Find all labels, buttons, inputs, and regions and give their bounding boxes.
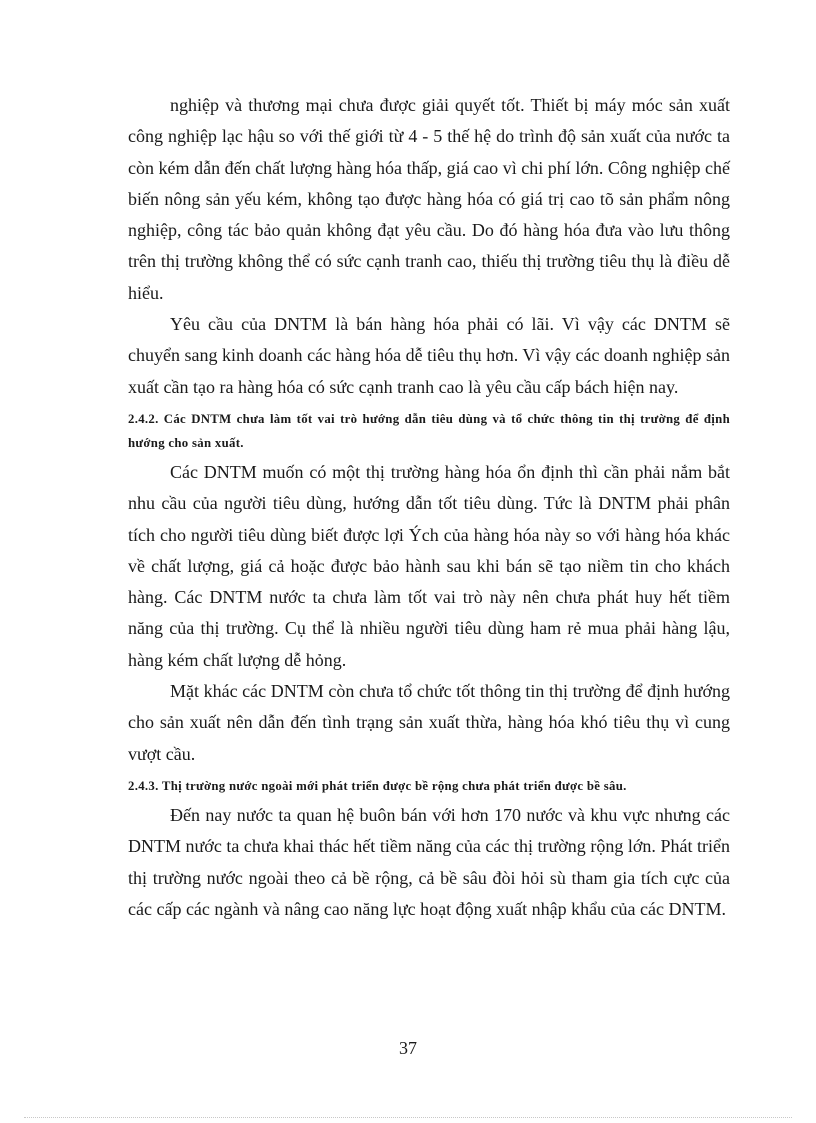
paragraph-dntm-profit: Yêu cầu của DNTM là bán hàng hóa phải có lãi. Vì vậy các DNTM sẽ chuyển sang kinh doanh các hàng hóa dễ tiêu thụ hơn. Vì vậy các doanh nghiệp sản xuất cần tạo ra hàng hóa có sức cạnh tranh cao là yêu cầu cấp bách hiện nay. [128,314,730,397]
document-page [128,90,730,925]
page-divider [24,1117,792,1118]
page-number: 37 [399,1038,417,1058]
paragraph-industry-continuation: nghiệp và thương mại chưa được giải quyết tốt. Thiết bị máy móc sản xuất công nghiệp lạc hậu so với thế giới từ 4 - 5 thế hệ do trình độ sản xuất của nước ta còn kém dẫn đến chất lượng hàng hóa thấp, giá cao vì chi phí lớn. Công nghiệp chế biến nông sản yếu kém, không tạo được hàng hóa có giá trị cao tõ sản phẩm nông nghiệp, công tác bảo quản không đạt yêu cầu. Do đó hàng hóa đưa vào lưu thông trên thị trường không thể có sức cạnh tranh cao, thiếu thị trường tiêu thụ là điều dễ hiểu. [128,95,730,303]
paragraph-consumer-guidance: Các DNTM muốn có một thị trường hàng hóa ổn định thì cần phải nắm bắt nhu cầu của người tiêu dùng, hướng dẫn tốt tiêu dùng. Tức là DNTM phải phân tích cho người tiêu dùng biết được lợi Ých của hàng hóa này so với hàng hóa khác về chất lượng, giá cả hoặc được bảo hành sau khi bán sẽ tạo niềm tin cho khách hàng. Các DNTM nước ta chưa làm tốt vai trò này nên chưa phát huy hết tiềm năng của thị trường. Cụ thể là nhiều người tiêu dùng ham rẻ mua phải hàng lậu, hàng kém chất lượng dễ hỏng. [128,461,730,670]
section-heading-2-4-3: 2.4.3. Thị trường nước ngoài mới phát triển được bề rộng chưa phát triển được bề sâu. [128,778,627,793]
section-heading-2-4-2: 2.4.2. Các DNTM chưa làm tốt vai trò hướng dẫn tiêu dùng và tổ chức thông tin thị trường để định hướng cho sản xuất. [128,411,730,450]
paragraph-foreign-markets: Đến nay nước ta quan hệ buôn bán với hơn 170 nước và khu vực nhưng các DNTM nước ta chưa khai thác hết tiềm năng của các thị trường rộng lớn. Phát triển thị trường nước ngoài theo cả bề rộng, cả bề sâu đòi hỏi sù tham gia tích cực của các cấp các ngành và nâng cao năng lực hoạt động xuất nhập khẩu của các DNTM. [128,804,730,919]
paragraph-market-information: Mặt khác các DNTM còn chưa tổ chức tốt thông tin thị trường để định hướng cho sản xuất nên dẫn đến tình trạng sản xuất thừa, hàng hóa khó tiêu thụ vì cung vượt cầu. [128,681,730,764]
